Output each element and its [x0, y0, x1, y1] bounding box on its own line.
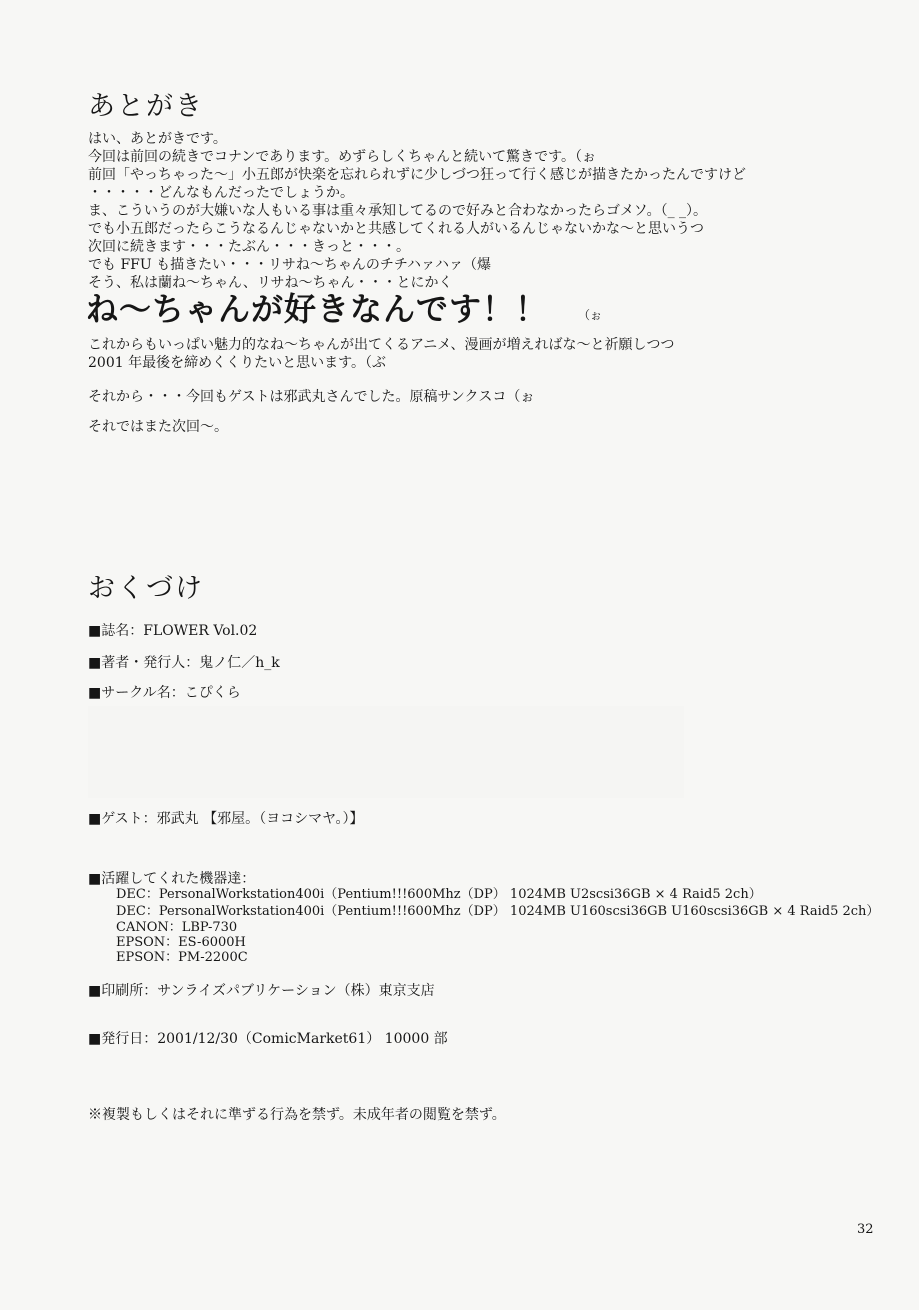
afterword-heading: あとがき	[88, 91, 204, 122]
afterword-line-5: ま、こういうのが大嫌いな人もいる事は重々承知してるので好みと合わなかったらゴメソ。（_ _）。	[88, 203, 708, 219]
machine-line-4: EPSON：ES-6000H	[116, 935, 246, 950]
afterword-line-6: でも小五郎だったらこうなるんじゃないかと共感してくれる人がいるんじゃないかな～と思いうつ	[88, 221, 704, 237]
colophon-circle: ■サークル名：こぴくら	[88, 685, 241, 701]
machine-line-5: EPSON：PM-2200C	[116, 950, 248, 965]
colophon-guest: ■ゲスト：邪武丸 【邪屋。（ヨコシマヤ。）】	[88, 811, 364, 827]
afterword-line-8: でも FFU も描きたい・・・リサね～ちゃんのチチハァハァ（爆	[88, 257, 492, 273]
afterword-line-9: そう、私は蘭ね～ちゃん、リサね～ちゃん・・・とにかく	[88, 275, 453, 291]
afterword-year-line: 2001 年最後を締めくくりたいと思います。（ぶ	[88, 355, 386, 371]
colophon-heading: おくづけ	[88, 573, 204, 604]
afterword-line-2: 今回は前回の続きでコナンであります。めずらしくちゃんと続いて驚きです。（ぉ	[88, 149, 597, 165]
emphasis-text: ね～ちゃんが好きなんです！！	[86, 290, 549, 328]
emphasis-suffix: （ぉ	[578, 308, 603, 322]
machine-line-1: DEC：PersonalWorkstation400i（Pentium!!!600Mhz（DP） 1024MB U2scsi36GB × 4 Raid5 2ch）	[116, 887, 762, 902]
afterword-wish-line: これからもいっぱい魅力的なね～ちゃんが出てくるアニメ、漫画が増えればな～と祈願しつつ	[88, 337, 675, 353]
colophon-author: ■著者・発行人：鬼ノ仁／h_k	[88, 655, 280, 671]
afterword-line-3: 前回「やっちゃった～」小五郎が快楽を忘れられずに少しづつ狂って行く感じが描きたかったんですけど	[88, 167, 746, 183]
machine-line-2: DEC：PersonalWorkstation400i（Pentium!!!600Mhz（DP） 1024MB U160scsi36GB U160scsi36GB × 4 Raid5 2ch）	[116, 904, 880, 919]
colophon-machines-heading: ■活躍してくれた機器達：	[88, 871, 256, 887]
blank-area	[88, 706, 684, 798]
afterword-line-1: はい、あとがきです。	[88, 131, 227, 147]
colophon-date: ■発行日：2001/12/30（ComicMarket61） 10000 部	[88, 1031, 448, 1047]
colophon-title: ■誌名：FLOWER Vol.02	[88, 623, 258, 639]
afterword-line-7: 次回に続きます・・・たぶん・・・きっと・・・。	[88, 239, 410, 255]
copyright-notice: ※複製もしくはそれに準ずる行為を禁ず。未成年者の閲覧を禁ず。	[88, 1107, 506, 1123]
afterword-line-4: ・・・・・どんなもんだったでしょうか。	[88, 185, 354, 201]
afterword-closing: それではまた次回～。	[88, 419, 228, 435]
colophon-printer: ■印刷所：サンライズパブリケーション（株）東京支店	[88, 983, 435, 999]
page-number: 32	[857, 1222, 874, 1237]
machine-line-3: CANON：LBP-730	[116, 920, 238, 935]
afterword-guest-line: それから・・・今回もゲストは邪武丸さんでした。原稿サンクスコ（ぉ	[88, 389, 535, 405]
